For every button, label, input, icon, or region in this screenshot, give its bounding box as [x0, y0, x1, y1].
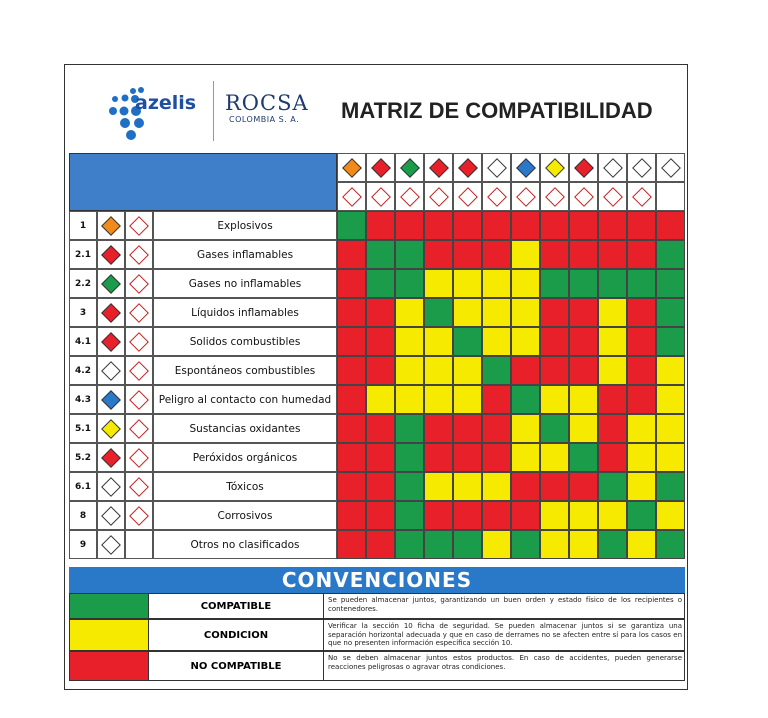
column-header-bottom	[482, 182, 511, 211]
matrix-cell	[598, 385, 627, 414]
matrix-cell	[569, 530, 598, 559]
matrix-cell	[453, 385, 482, 414]
matrix-cell	[598, 327, 627, 356]
row-name: Otros no clasificados	[153, 530, 337, 559]
matrix-cell	[453, 443, 482, 472]
row-class-number: 1	[69, 211, 97, 240]
row-name: Explosivos	[153, 211, 337, 240]
matrix-cell	[540, 530, 569, 559]
row-pictogram	[97, 356, 125, 385]
row-ghs-pictogram	[125, 211, 153, 240]
matrix-cell	[366, 414, 395, 443]
spontaneous-combustible-icon	[101, 361, 121, 381]
table-row	[69, 414, 337, 443]
matrix-cell	[395, 414, 424, 443]
matrix-cell	[482, 240, 511, 269]
column-header-bottom	[569, 182, 598, 211]
ghs-outline-icon	[129, 245, 149, 265]
matrix-cell	[569, 240, 598, 269]
matrix-cell	[511, 269, 540, 298]
row-pictogram	[97, 211, 125, 240]
matrix-cell	[366, 472, 395, 501]
gas-cylinder-outline-icon	[400, 187, 420, 207]
poster-header	[65, 65, 687, 153]
matrix-cell	[569, 414, 598, 443]
matrix-cell	[656, 327, 685, 356]
matrix-cell	[482, 530, 511, 559]
matrix-cell	[656, 472, 685, 501]
conventions-legend	[69, 567, 685, 687]
column-header-bottom	[366, 182, 395, 211]
column-header-bottom	[627, 182, 656, 211]
matrix-cell	[337, 443, 366, 472]
row-pictogram	[97, 327, 125, 356]
matrix-cell	[569, 211, 598, 240]
table-row	[69, 501, 337, 530]
row-name: Peligro al contacto con humedad	[153, 385, 337, 414]
matrix-cell	[540, 298, 569, 327]
matrix-cell	[511, 385, 540, 414]
convention-label: CONDICION	[148, 620, 324, 650]
matrix-cell	[511, 501, 540, 530]
convention-row	[69, 651, 685, 681]
matrix-cell	[511, 530, 540, 559]
convention-description: No se deben almacenar juntos estos productos. En caso de accidentes, pueden generarse reacciones peligrosas o agravar otras condiciones.	[328, 654, 682, 671]
convention-description: Se pueden almacenar juntos, garantizando un buen orden y estado físico de los recipientes o contenedores.	[328, 596, 682, 613]
matrix-cell	[656, 414, 685, 443]
rocsa-logo-subtitle: COLOMBIA S. A.	[229, 115, 300, 124]
row-pictogram	[97, 269, 125, 298]
matrix-cell	[453, 414, 482, 443]
column-header-top	[482, 153, 511, 182]
row-class-number: 4.1	[69, 327, 97, 356]
row-class-number: 9	[69, 530, 97, 559]
page-title: MATRIZ DE COMPATIBILIDAD	[341, 98, 653, 123]
matrix-cell	[627, 240, 656, 269]
matrix-cell	[540, 443, 569, 472]
matrix-cell	[395, 298, 424, 327]
toxic-icon	[101, 477, 121, 497]
flammable-solid-icon	[458, 158, 478, 178]
matrix-cell	[395, 472, 424, 501]
column-header-bottom	[395, 182, 424, 211]
column-header-bottom	[511, 182, 540, 211]
matrix-cell	[453, 327, 482, 356]
nonflammable-gas-icon	[400, 158, 420, 178]
matrix-cell	[395, 443, 424, 472]
row-name: Líquidos inflamables	[153, 298, 337, 327]
azelis-logo-text: azelis	[135, 92, 197, 114]
matrix-cell	[598, 414, 627, 443]
matrix-cell	[569, 385, 598, 414]
matrix-cell	[540, 501, 569, 530]
matrix-cell	[366, 327, 395, 356]
matrix-cell	[511, 240, 540, 269]
row-class-number: 5.1	[69, 414, 97, 443]
matrix-cell	[627, 269, 656, 298]
matrix-cell	[482, 414, 511, 443]
matrix-cell	[482, 385, 511, 414]
matrix-cell	[424, 269, 453, 298]
column-header-top	[656, 153, 685, 182]
matrix-cell	[656, 211, 685, 240]
column-header-bottom	[540, 182, 569, 211]
row-pictogram	[97, 414, 125, 443]
column-header-top	[627, 153, 656, 182]
oxidizer-outline-icon	[574, 187, 594, 207]
table-row	[69, 443, 337, 472]
row-class-number: 5.2	[69, 443, 97, 472]
matrix-cell	[482, 443, 511, 472]
column-header-top	[511, 153, 540, 182]
row-ghs-pictogram	[125, 472, 153, 501]
toxic-icon	[603, 158, 623, 178]
column-header-top	[598, 153, 627, 182]
matrix-cell	[453, 501, 482, 530]
flammable-solid-icon	[101, 332, 121, 352]
matrix-cell	[366, 211, 395, 240]
matrix-cell	[424, 327, 453, 356]
matrix-cell	[656, 240, 685, 269]
matrix-cell	[627, 443, 656, 472]
row-pictogram	[97, 443, 125, 472]
matrix-cell	[424, 472, 453, 501]
ghs-outline-icon	[129, 303, 149, 323]
matrix-cell	[569, 501, 598, 530]
flame-outline-icon	[487, 187, 507, 207]
matrix-cell	[424, 240, 453, 269]
table-row	[69, 356, 337, 385]
matrix-cell	[366, 530, 395, 559]
row-name: Gases no inflamables	[153, 269, 337, 298]
table-row	[69, 327, 337, 356]
matrix-cell	[395, 530, 424, 559]
flame-outline-icon	[458, 187, 478, 207]
matrix-cell	[540, 327, 569, 356]
matrix-cell	[366, 443, 395, 472]
ghs-outline-icon	[129, 274, 149, 294]
matrix-cell	[627, 501, 656, 530]
flammable-gas-icon	[371, 158, 391, 178]
matrix-cell	[337, 298, 366, 327]
corrosive-icon	[101, 506, 121, 526]
ghs-outline-icon	[129, 216, 149, 236]
ghs-outline-icon	[129, 390, 149, 410]
table-row	[69, 385, 337, 414]
flammable-gas-icon	[101, 245, 121, 265]
row-ghs-pictogram	[125, 414, 153, 443]
nonflammable-gas-icon	[101, 274, 121, 294]
matrix-cell	[540, 472, 569, 501]
matrix-cell	[366, 385, 395, 414]
dangerous-when-wet-icon	[516, 158, 536, 178]
organic-peroxide-icon	[101, 448, 121, 468]
matrix-cell	[569, 443, 598, 472]
matrix-cell	[337, 530, 366, 559]
matrix-cell	[366, 269, 395, 298]
miscellaneous-icon	[101, 535, 121, 555]
matrix-cell	[540, 356, 569, 385]
table-row	[69, 472, 337, 501]
row-class-number: 2.1	[69, 240, 97, 269]
matrix-cell	[424, 298, 453, 327]
matrix-cell	[337, 356, 366, 385]
matrix-cell	[627, 298, 656, 327]
row-pictogram	[97, 385, 125, 414]
compatibility-poster	[64, 64, 688, 690]
matrix-cell	[453, 530, 482, 559]
matrix-cell	[453, 472, 482, 501]
matrix-cell	[627, 530, 656, 559]
table-row	[69, 269, 337, 298]
matrix-cell	[424, 356, 453, 385]
matrix-cell	[598, 501, 627, 530]
row-pictogram	[97, 298, 125, 327]
matrix-cell	[598, 269, 627, 298]
matrix-cell	[482, 298, 511, 327]
convention-row	[69, 593, 685, 619]
explosive-icon	[101, 216, 121, 236]
matrix-cell	[656, 443, 685, 472]
row-ghs-pictogram	[125, 269, 153, 298]
convention-row	[69, 619, 685, 651]
column-header-top	[453, 153, 482, 182]
matrix-cell	[366, 298, 395, 327]
row-ghs-pictogram	[125, 530, 153, 559]
matrix-cell	[453, 269, 482, 298]
matrix-cell	[598, 298, 627, 327]
row-ghs-pictogram	[125, 298, 153, 327]
matrix-cell	[627, 414, 656, 443]
matrix-cell	[424, 385, 453, 414]
matrix-cell	[337, 327, 366, 356]
matrix-cell	[453, 240, 482, 269]
ghs-outline-icon	[129, 506, 149, 526]
row-ghs-pictogram	[125, 240, 153, 269]
row-class-number: 6.1	[69, 472, 97, 501]
matrix-cell	[366, 501, 395, 530]
column-header-top	[540, 153, 569, 182]
matrix-cell	[540, 211, 569, 240]
flammable-liquid-icon	[101, 303, 121, 323]
matrix-cell	[482, 501, 511, 530]
column-header-top	[395, 153, 424, 182]
flame-outline-icon	[429, 187, 449, 207]
flammable-liquid-icon	[429, 158, 449, 178]
row-ghs-pictogram	[125, 443, 153, 472]
conventions-title: CONVENCIONES	[69, 567, 685, 593]
ghs-outline-icon	[129, 361, 149, 381]
matrix-cell	[337, 240, 366, 269]
organic-peroxide-icon	[574, 158, 594, 178]
explosive-outline-icon	[342, 187, 362, 207]
matrix-cell	[511, 472, 540, 501]
matrix-cell	[482, 472, 511, 501]
table-row	[69, 211, 337, 240]
row-ghs-pictogram	[125, 327, 153, 356]
matrix-cell	[627, 327, 656, 356]
compatibility-matrix	[69, 153, 685, 563]
row-name: Solidos combustibles	[153, 327, 337, 356]
row-name: Espontáneos combustibles	[153, 356, 337, 385]
matrix-cell	[656, 385, 685, 414]
logo-divider	[213, 81, 214, 141]
row-ghs-pictogram	[125, 501, 153, 530]
matrix-cell	[656, 530, 685, 559]
matrix-cell	[424, 530, 453, 559]
matrix-cell	[482, 269, 511, 298]
oxidizer-outline-icon	[545, 187, 565, 207]
row-name: Peróxidos orgánicos	[153, 443, 337, 472]
matrix-cell	[540, 269, 569, 298]
matrix-cell	[395, 385, 424, 414]
matrix-cell	[366, 356, 395, 385]
matrix-cell	[569, 472, 598, 501]
matrix-cell	[569, 356, 598, 385]
row-ghs-pictogram	[125, 356, 153, 385]
matrix-cell	[627, 385, 656, 414]
row-pictogram	[97, 472, 125, 501]
convention-swatch	[70, 652, 148, 680]
row-class-number: 4.3	[69, 385, 97, 414]
matrix-cell	[511, 327, 540, 356]
matrix-cell	[424, 501, 453, 530]
table-row	[69, 240, 337, 269]
flame-outline-icon	[516, 187, 536, 207]
matrix-cell	[395, 269, 424, 298]
matrix-cell	[511, 356, 540, 385]
miscellaneous-icon	[661, 158, 681, 178]
row-name: Tóxicos	[153, 472, 337, 501]
matrix-cell	[540, 414, 569, 443]
table-row	[69, 298, 337, 327]
spontaneous-combustible-icon	[487, 158, 507, 178]
explosive-icon	[342, 158, 362, 178]
matrix-cell	[482, 211, 511, 240]
convention-description: Verificar la sección 10 ficha de seguridad. Se pueden almacenar juntos si se garantiza una separación horizontal adecuada y que en caso de derrames no se afecten entre sí para los casos en que no presenten información específica sección 10.	[328, 622, 682, 647]
matrix-cell	[598, 472, 627, 501]
row-pictogram	[97, 530, 125, 559]
matrix-cell	[482, 327, 511, 356]
row-name: Sustancias oxidantes	[153, 414, 337, 443]
matrix-cell	[395, 211, 424, 240]
oxidizer-icon	[101, 419, 121, 439]
matrix-cell	[598, 530, 627, 559]
flame-outline-icon	[371, 187, 391, 207]
matrix-cell	[337, 414, 366, 443]
matrix-cell	[627, 472, 656, 501]
column-header-bottom	[598, 182, 627, 211]
matrix-cell	[511, 443, 540, 472]
matrix-cell	[656, 501, 685, 530]
matrix-cell	[453, 356, 482, 385]
row-class-number: 3	[69, 298, 97, 327]
matrix-cell	[627, 211, 656, 240]
row-name: Corrosivos	[153, 501, 337, 530]
oxidizer-icon	[545, 158, 565, 178]
matrix-cell	[511, 414, 540, 443]
matrix-cell	[598, 240, 627, 269]
matrix-cell	[424, 414, 453, 443]
column-header-bottom	[656, 182, 685, 211]
matrix-cell	[627, 356, 656, 385]
matrix-cell	[453, 298, 482, 327]
corrosive-icon	[632, 158, 652, 178]
matrix-cell	[598, 211, 627, 240]
row-name: Gases inflamables	[153, 240, 337, 269]
matrix-cell	[482, 356, 511, 385]
matrix-cell	[569, 269, 598, 298]
matrix-cell	[337, 501, 366, 530]
skull-outline-icon	[603, 187, 623, 207]
convention-label: COMPATIBLE	[148, 594, 324, 618]
matrix-cell	[598, 356, 627, 385]
ghs-outline-icon	[129, 332, 149, 352]
column-header-top	[569, 153, 598, 182]
row-class-number: 2.2	[69, 269, 97, 298]
ghs-outline-icon	[129, 448, 149, 468]
matrix-cell	[424, 443, 453, 472]
matrix-header-blank	[69, 153, 337, 211]
matrix-cell	[540, 385, 569, 414]
row-ghs-pictogram	[125, 385, 153, 414]
matrix-cell	[337, 385, 366, 414]
row-pictogram	[97, 240, 125, 269]
matrix-cell	[511, 298, 540, 327]
matrix-cell	[656, 298, 685, 327]
matrix-cell	[569, 298, 598, 327]
matrix-cell	[366, 240, 395, 269]
matrix-cell	[540, 240, 569, 269]
convention-label: NO COMPATIBLE	[148, 652, 324, 680]
column-header-top	[337, 153, 366, 182]
matrix-cell	[395, 327, 424, 356]
matrix-cell	[395, 501, 424, 530]
ghs-outline-icon	[129, 477, 149, 497]
column-header-bottom	[424, 182, 453, 211]
matrix-cell	[337, 211, 366, 240]
row-class-number: 8	[69, 501, 97, 530]
matrix-cell	[569, 327, 598, 356]
dangerous-when-wet-icon	[101, 390, 121, 410]
matrix-cell	[395, 240, 424, 269]
convention-swatch	[70, 620, 148, 650]
matrix-cell	[395, 356, 424, 385]
ghs-outline-icon	[129, 419, 149, 439]
corrosive-outline-icon	[632, 187, 652, 207]
matrix-cell	[337, 472, 366, 501]
column-header-bottom	[337, 182, 366, 211]
matrix-cell	[453, 211, 482, 240]
row-class-number: 4.2	[69, 356, 97, 385]
rocsa-logo-text: ROCSA	[225, 91, 309, 115]
table-row	[69, 530, 337, 559]
column-header-bottom	[453, 182, 482, 211]
matrix-cell	[511, 211, 540, 240]
column-header-top	[366, 153, 395, 182]
column-header-top	[424, 153, 453, 182]
matrix-cell	[656, 269, 685, 298]
matrix-cell	[656, 356, 685, 385]
matrix-cell	[424, 211, 453, 240]
row-pictogram	[97, 501, 125, 530]
convention-swatch	[70, 594, 148, 618]
matrix-cell	[598, 443, 627, 472]
matrix-cell	[337, 269, 366, 298]
